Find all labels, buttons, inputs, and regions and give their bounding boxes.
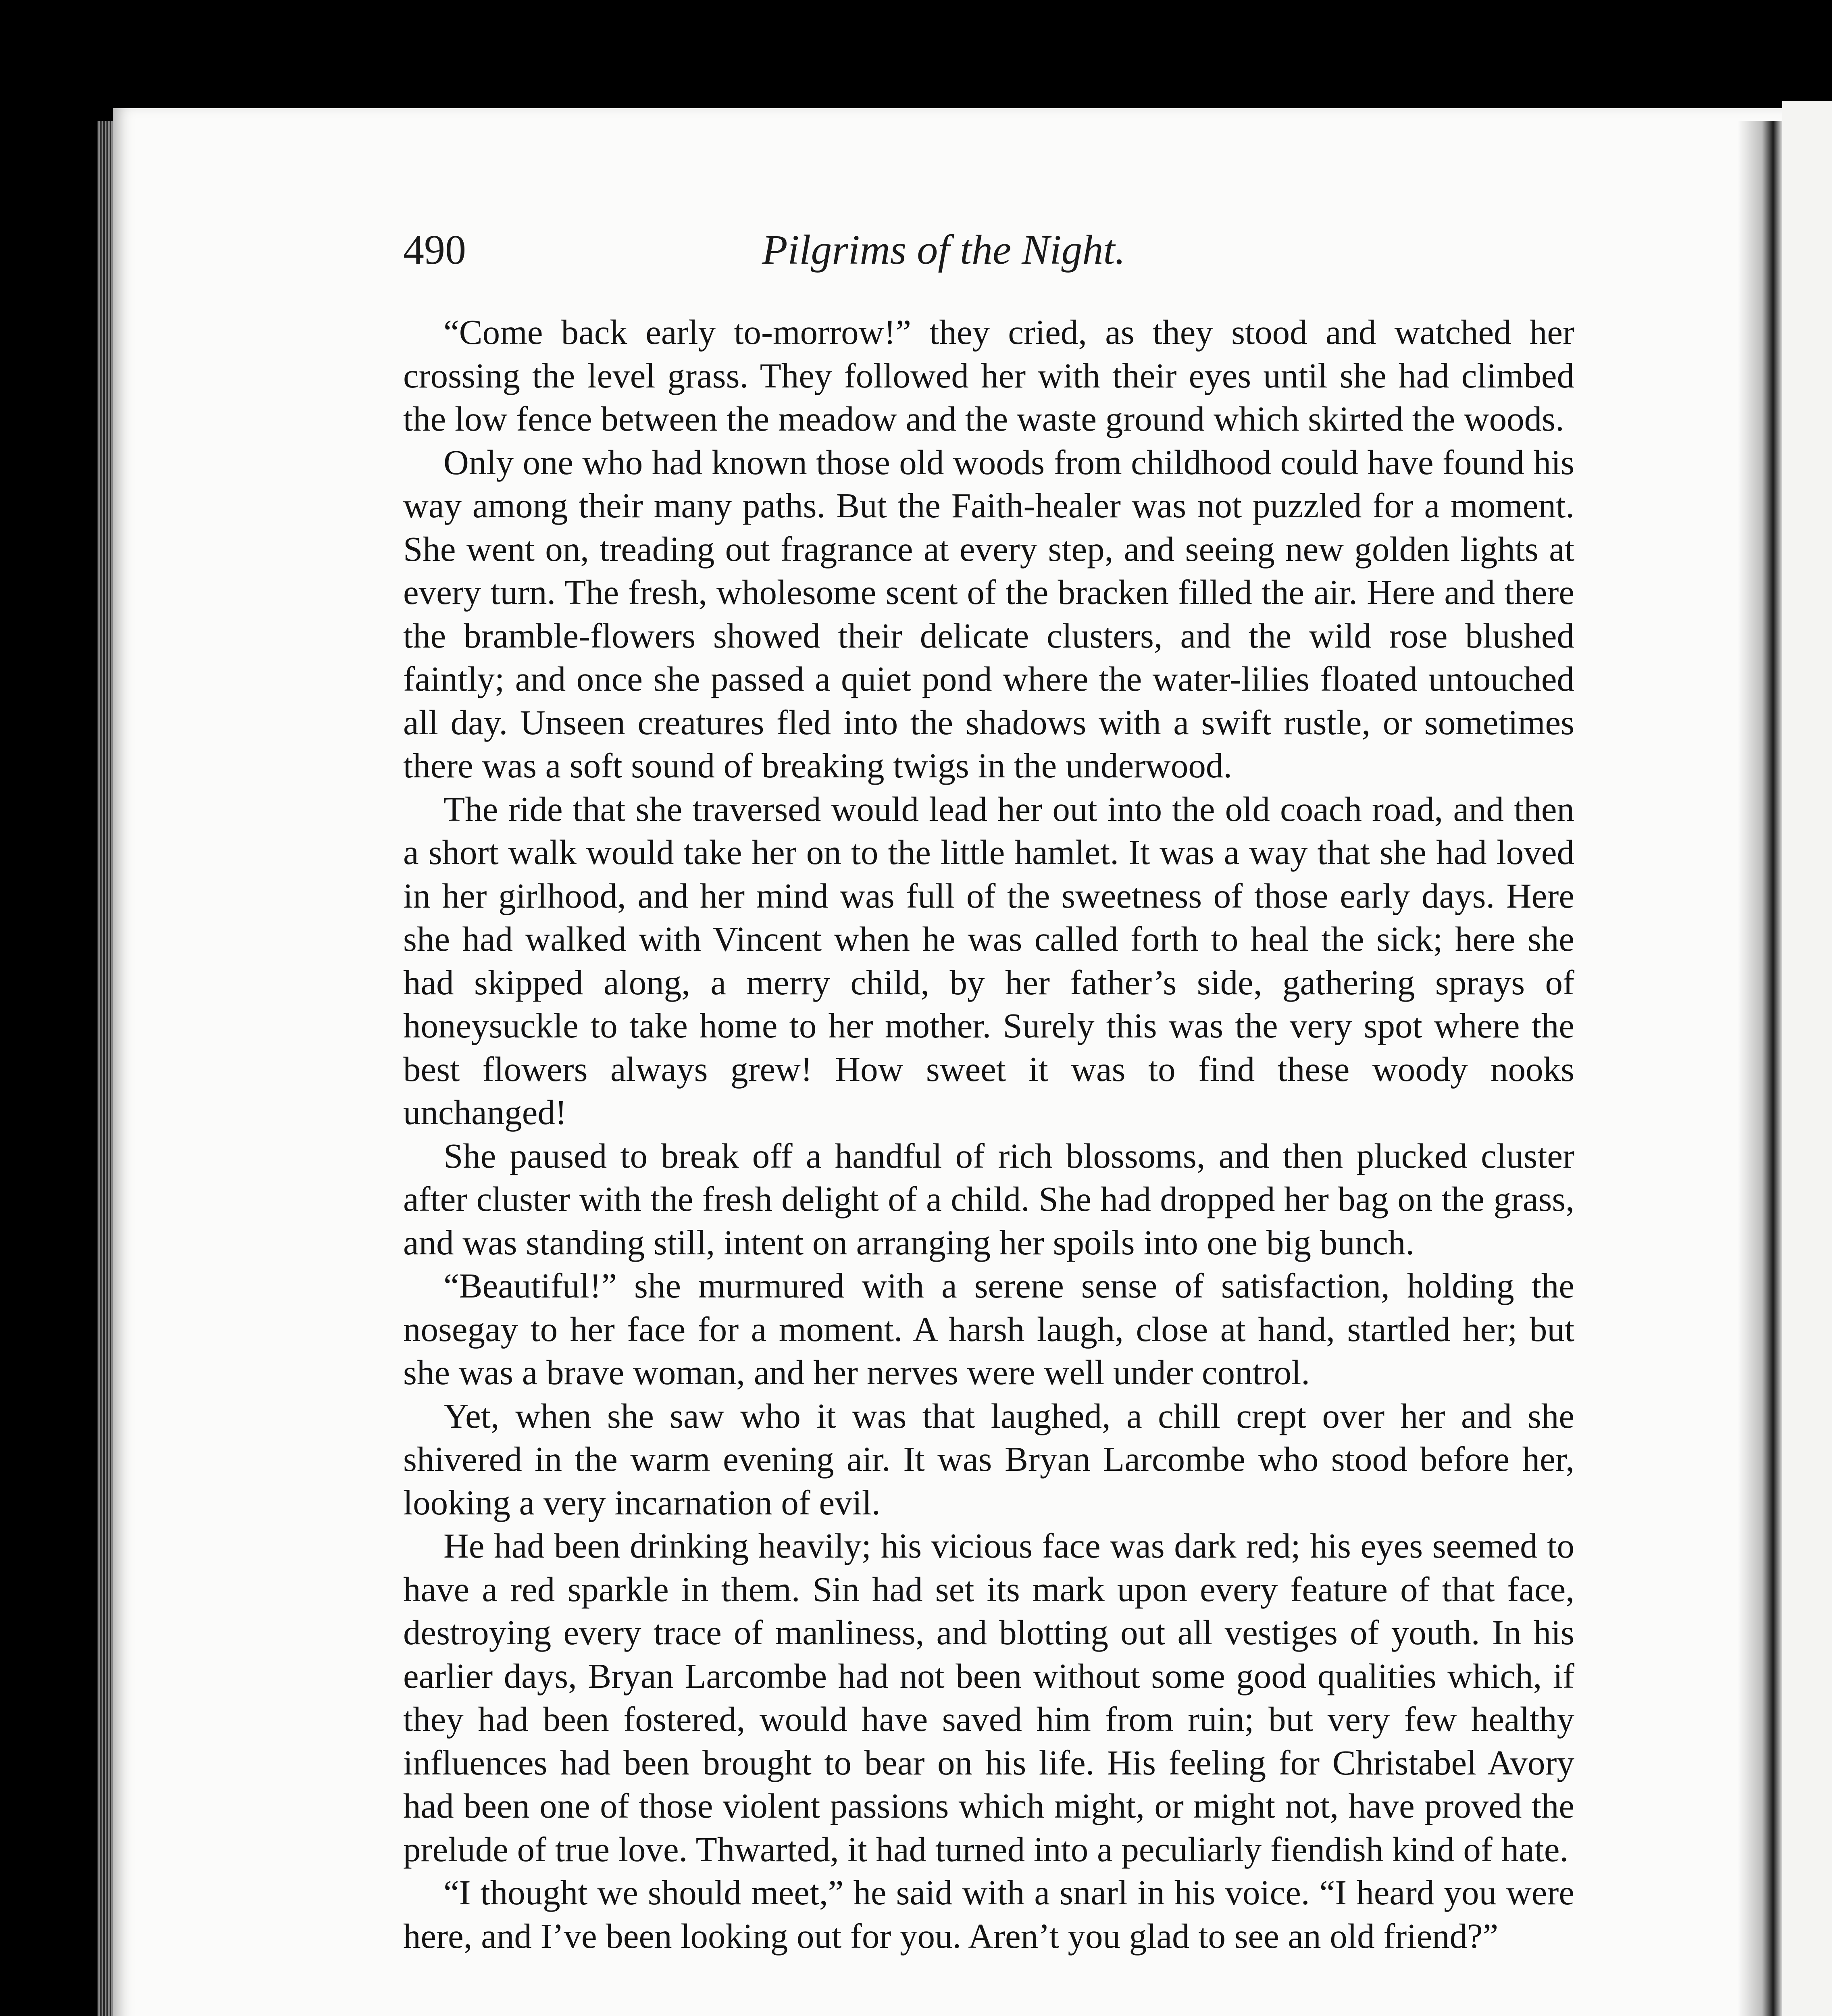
facing-page-edge <box>1782 101 1832 2016</box>
page-number: 490 <box>403 227 466 273</box>
running-title: Pilgrims of the Night. <box>762 227 1126 273</box>
paragraph: “Beautiful!” she murmured with a serene sense of satisfaction, holding the nosegay to her face for a moment. A harsh laugh, close at hand, startled her; but she was a brave woman, and her nerves were well under control. <box>403 1266 1574 1392</box>
paragraph: She paused to break off a handful of rich blossoms, and then plucked cluster after cluster with the fresh delight of a child. She had dropped her bag on the grass, and was standing still, intent on arranging her spoils into one big bunch. <box>403 1136 1574 1262</box>
paragraph: The ride that she traversed would lead her out into the old coach road, and then a short walk would take her on to the little hamlet. It was a way that she had loved in her girlhood, and her mind was full of the sweetness of those early days. Here she had walked with Vincent when he was called forth to heal the sick; here she had skipped along, a merry child, by her father’s side, gathering sprays of honeysuckle to take home to her mother. Surely this was the very spot where the best flowers always grew! How sweet it was to find these woody nooks unchanged! <box>403 789 1574 1132</box>
paragraph: “I thought we should meet,” he said with a snarl in his voice. “I heard you were here, and I’ve been looking out for you. Aren’t you glad to see an old friend?” <box>403 1873 1574 1956</box>
paragraph: Only one who had known those old woods from childhood could have found his way among their many paths. But the Faith-healer was not puzzled for a moment. She went on, treading out fragrance at every step, and seeing new golden lights at every turn. The fresh, wholesome scent of the bracken filled the air. Here and there the bramble-flowers showed their delicate clusters, and the wild rose blushed faintly; and once she passed a quiet pond where the water-lilies floated untouched all day. Unseen creatures fled into the shadows with a swift rustle, or sometimes there was a soft sound of breaking twigs in the underwood. <box>403 442 1574 785</box>
paragraph: Yet, when she saw who it was that laughed, a chill crept over her and she shivered in the warm evening air. It was Bryan Larcombe who stood before her, looking a very incarnation of evil. <box>403 1396 1574 1522</box>
body-text <box>403 310 1574 1958</box>
paragraph: He had been drinking heavily; his vicious face was dark red; his eyes seemed to have a red sparkle in them. Sin had set its mark upon every feature of that face, destroying every trace of manliness, and blotting out all vestiges of youth. In his earlier days, Bryan Larcombe had not been without some good qualities which, if they had been fostered, would have saved him from ruin; but very few healthy influences had been brought to bear on his life. His feeling for Christabel Avory had been one of those violent passions which might, or might not, have proved the prelude of true love. Thwarted, it had turned into a peculiarly fiendish kind of hate. <box>403 1526 1574 1869</box>
paragraph: “Come back early to-morrow!” they cried, as they stood and watched her crossing the level grass. They followed her with their eyes until she had climbed the low fence between the meadow and the waste ground which skirted the woods. <box>403 312 1574 438</box>
running-header <box>403 226 1580 278</box>
book-gutter-shadow <box>1738 121 1782 2016</box>
